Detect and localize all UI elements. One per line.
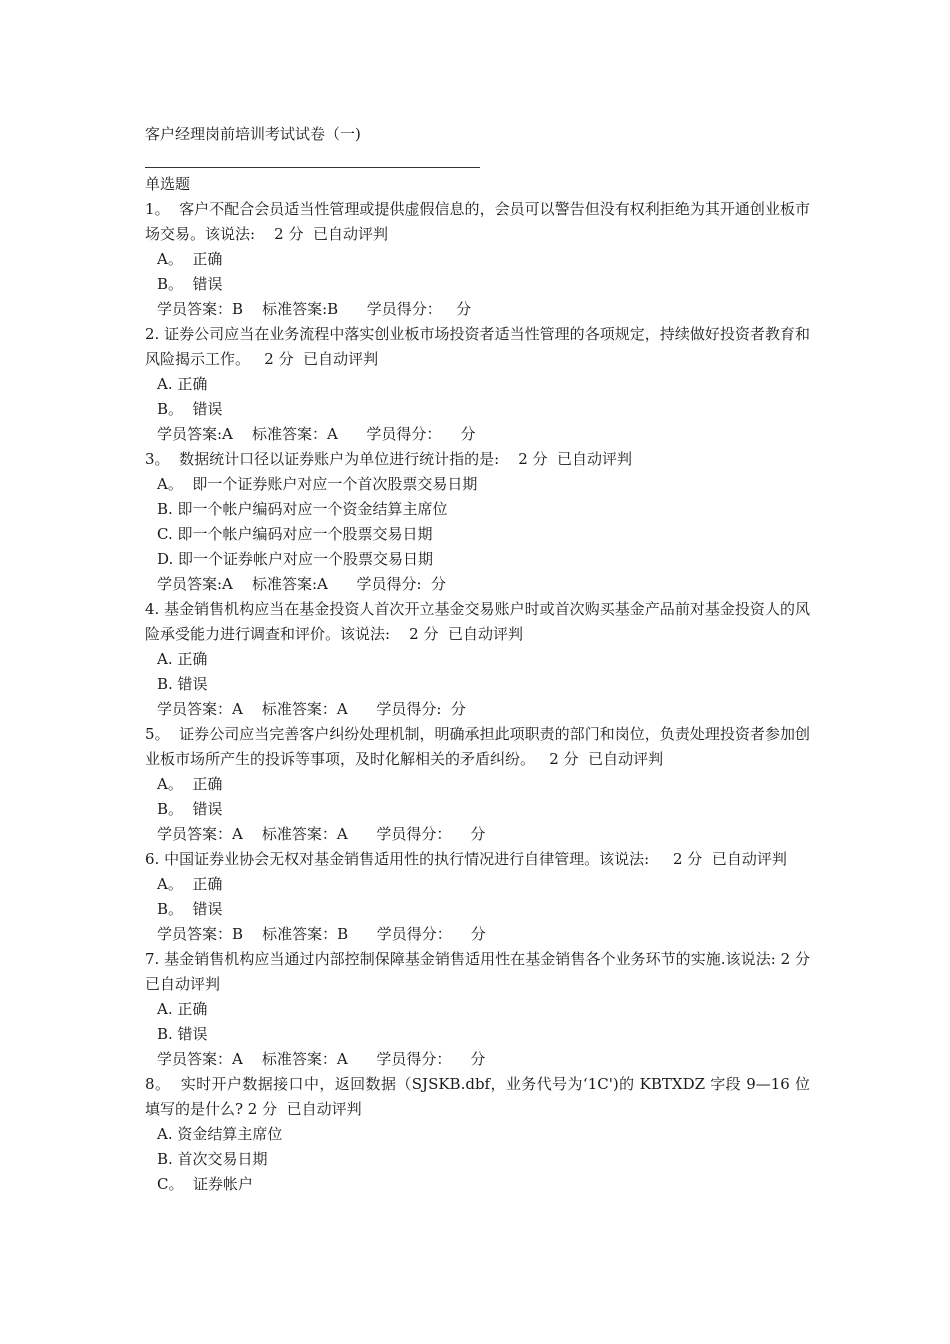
section-heading: 单选题 bbox=[145, 175, 191, 193]
question-6 bbox=[145, 847, 810, 947]
answer-summary: 学员答案:A 标准答案：A 学员得分： 分 bbox=[157, 425, 476, 443]
question-text: 3。 数据统计口径以证券账户为单位进行统计指的是: 2 分 已自动评判 bbox=[145, 450, 633, 468]
answer-option: A。 正确 bbox=[157, 775, 223, 793]
answer-option: D. 即一个证券帐户对应一个股票交易日期 bbox=[157, 550, 434, 568]
question-text: 6. 中国证券业协会无权对基金销售适用性的执行情况进行自律管理。该说法: 2 分 已自动评判 bbox=[145, 850, 787, 868]
question-5 bbox=[145, 722, 810, 847]
question-3 bbox=[145, 447, 810, 597]
answer-option: A. 正确 bbox=[157, 650, 208, 668]
question-text: 2. 证券公司应当在业务流程中落实创业板市场投资者适当性管理的各项规定，持续做好投资者教育和风险揭示工作。 2 分 已自动评判 bbox=[145, 325, 810, 368]
question-8 bbox=[145, 1072, 810, 1197]
answer-option: B。 错误 bbox=[157, 275, 223, 293]
answer-summary: 学员答案：A 标准答案：A 学员得分： 分 bbox=[157, 1050, 486, 1068]
answer-summary: 学员答案：B 标准答案:B 学员得分： 分 bbox=[157, 300, 472, 318]
answer-option: B. 错误 bbox=[157, 675, 208, 693]
answer-option: B。 错误 bbox=[157, 400, 223, 418]
document-title: 客户经理岗前培训考试试卷（一) bbox=[145, 125, 361, 143]
answer-option: B. 即一个帐户编码对应一个资金结算主席位 bbox=[157, 500, 448, 518]
title-underline bbox=[145, 147, 810, 172]
answer-option: A。 即一个证券账户对应一个首次股票交易日期 bbox=[157, 475, 478, 493]
question-1 bbox=[145, 197, 810, 322]
question-text: 8。 实时开户数据接口中，返回数据（SJSKB.dbf，业务代号为‘1C')的 KBTXDZ 字段 9—16 位填写的是什么? 2 分 已自动评判 bbox=[145, 1075, 810, 1118]
answer-option: B。 错误 bbox=[157, 900, 223, 918]
question-text: 1。 客户不配合会员适当性管理或提供虚假信息的，会员可以警告但没有权利拒绝为其开通创业板市场交易。该说法: 2 分 已自动评判 bbox=[145, 200, 810, 243]
answer-option: A。 正确 bbox=[157, 250, 223, 268]
answer-option: A. 正确 bbox=[157, 1000, 208, 1018]
answer-option: B. 首次交易日期 bbox=[157, 1150, 268, 1168]
answer-option: C。 证券帐户 bbox=[157, 1175, 254, 1193]
question-2 bbox=[145, 322, 810, 447]
answer-option: A。 正确 bbox=[157, 875, 223, 893]
answer-option: B. 错误 bbox=[157, 1025, 208, 1043]
question-text: 7. 基金销售机构应当通过内部控制保障基金销售适用性在基金销售各个业务环节的实施.该说法: 2 分 已自动评判 bbox=[145, 950, 820, 993]
answer-option: A. 正确 bbox=[157, 375, 208, 393]
answer-summary: 学员答案：A 标准答案：A 学员得分: 分 bbox=[157, 700, 466, 718]
answer-option: B。 错误 bbox=[157, 800, 223, 818]
answer-option: A. 资金结算主席位 bbox=[157, 1125, 283, 1143]
answer-option: C. 即一个帐户编码对应一个股票交易日期 bbox=[157, 525, 433, 543]
question-4 bbox=[145, 597, 810, 722]
answer-summary: 学员答案：B 标准答案：B 学员得分： 分 bbox=[157, 925, 486, 943]
answer-summary: 学员答案：A 标准答案：A 学员得分： 分 bbox=[157, 825, 486, 843]
question-text: 5。 证券公司应当完善客户纠纷处理机制，明确承担此项职责的部门和岗位，负责处理投资者参加创业板市场所产生的投诉等事项，及时化解相关的矛盾纠纷。 2 分 已自动评判 bbox=[145, 725, 810, 768]
document-body bbox=[145, 122, 820, 1197]
answer-summary: 学员答案:A 标准答案:A 学员得分: 分 bbox=[157, 575, 447, 593]
question-text: 4. 基金销售机构应当在基金投资人首次开立基金交易账户时或首次购买基金产品前对基金投资人的风险承受能力进行调查和评价。该说法: 2 分 已自动评判 bbox=[145, 600, 810, 643]
question-7 bbox=[145, 947, 820, 1072]
question-list bbox=[145, 197, 820, 1197]
